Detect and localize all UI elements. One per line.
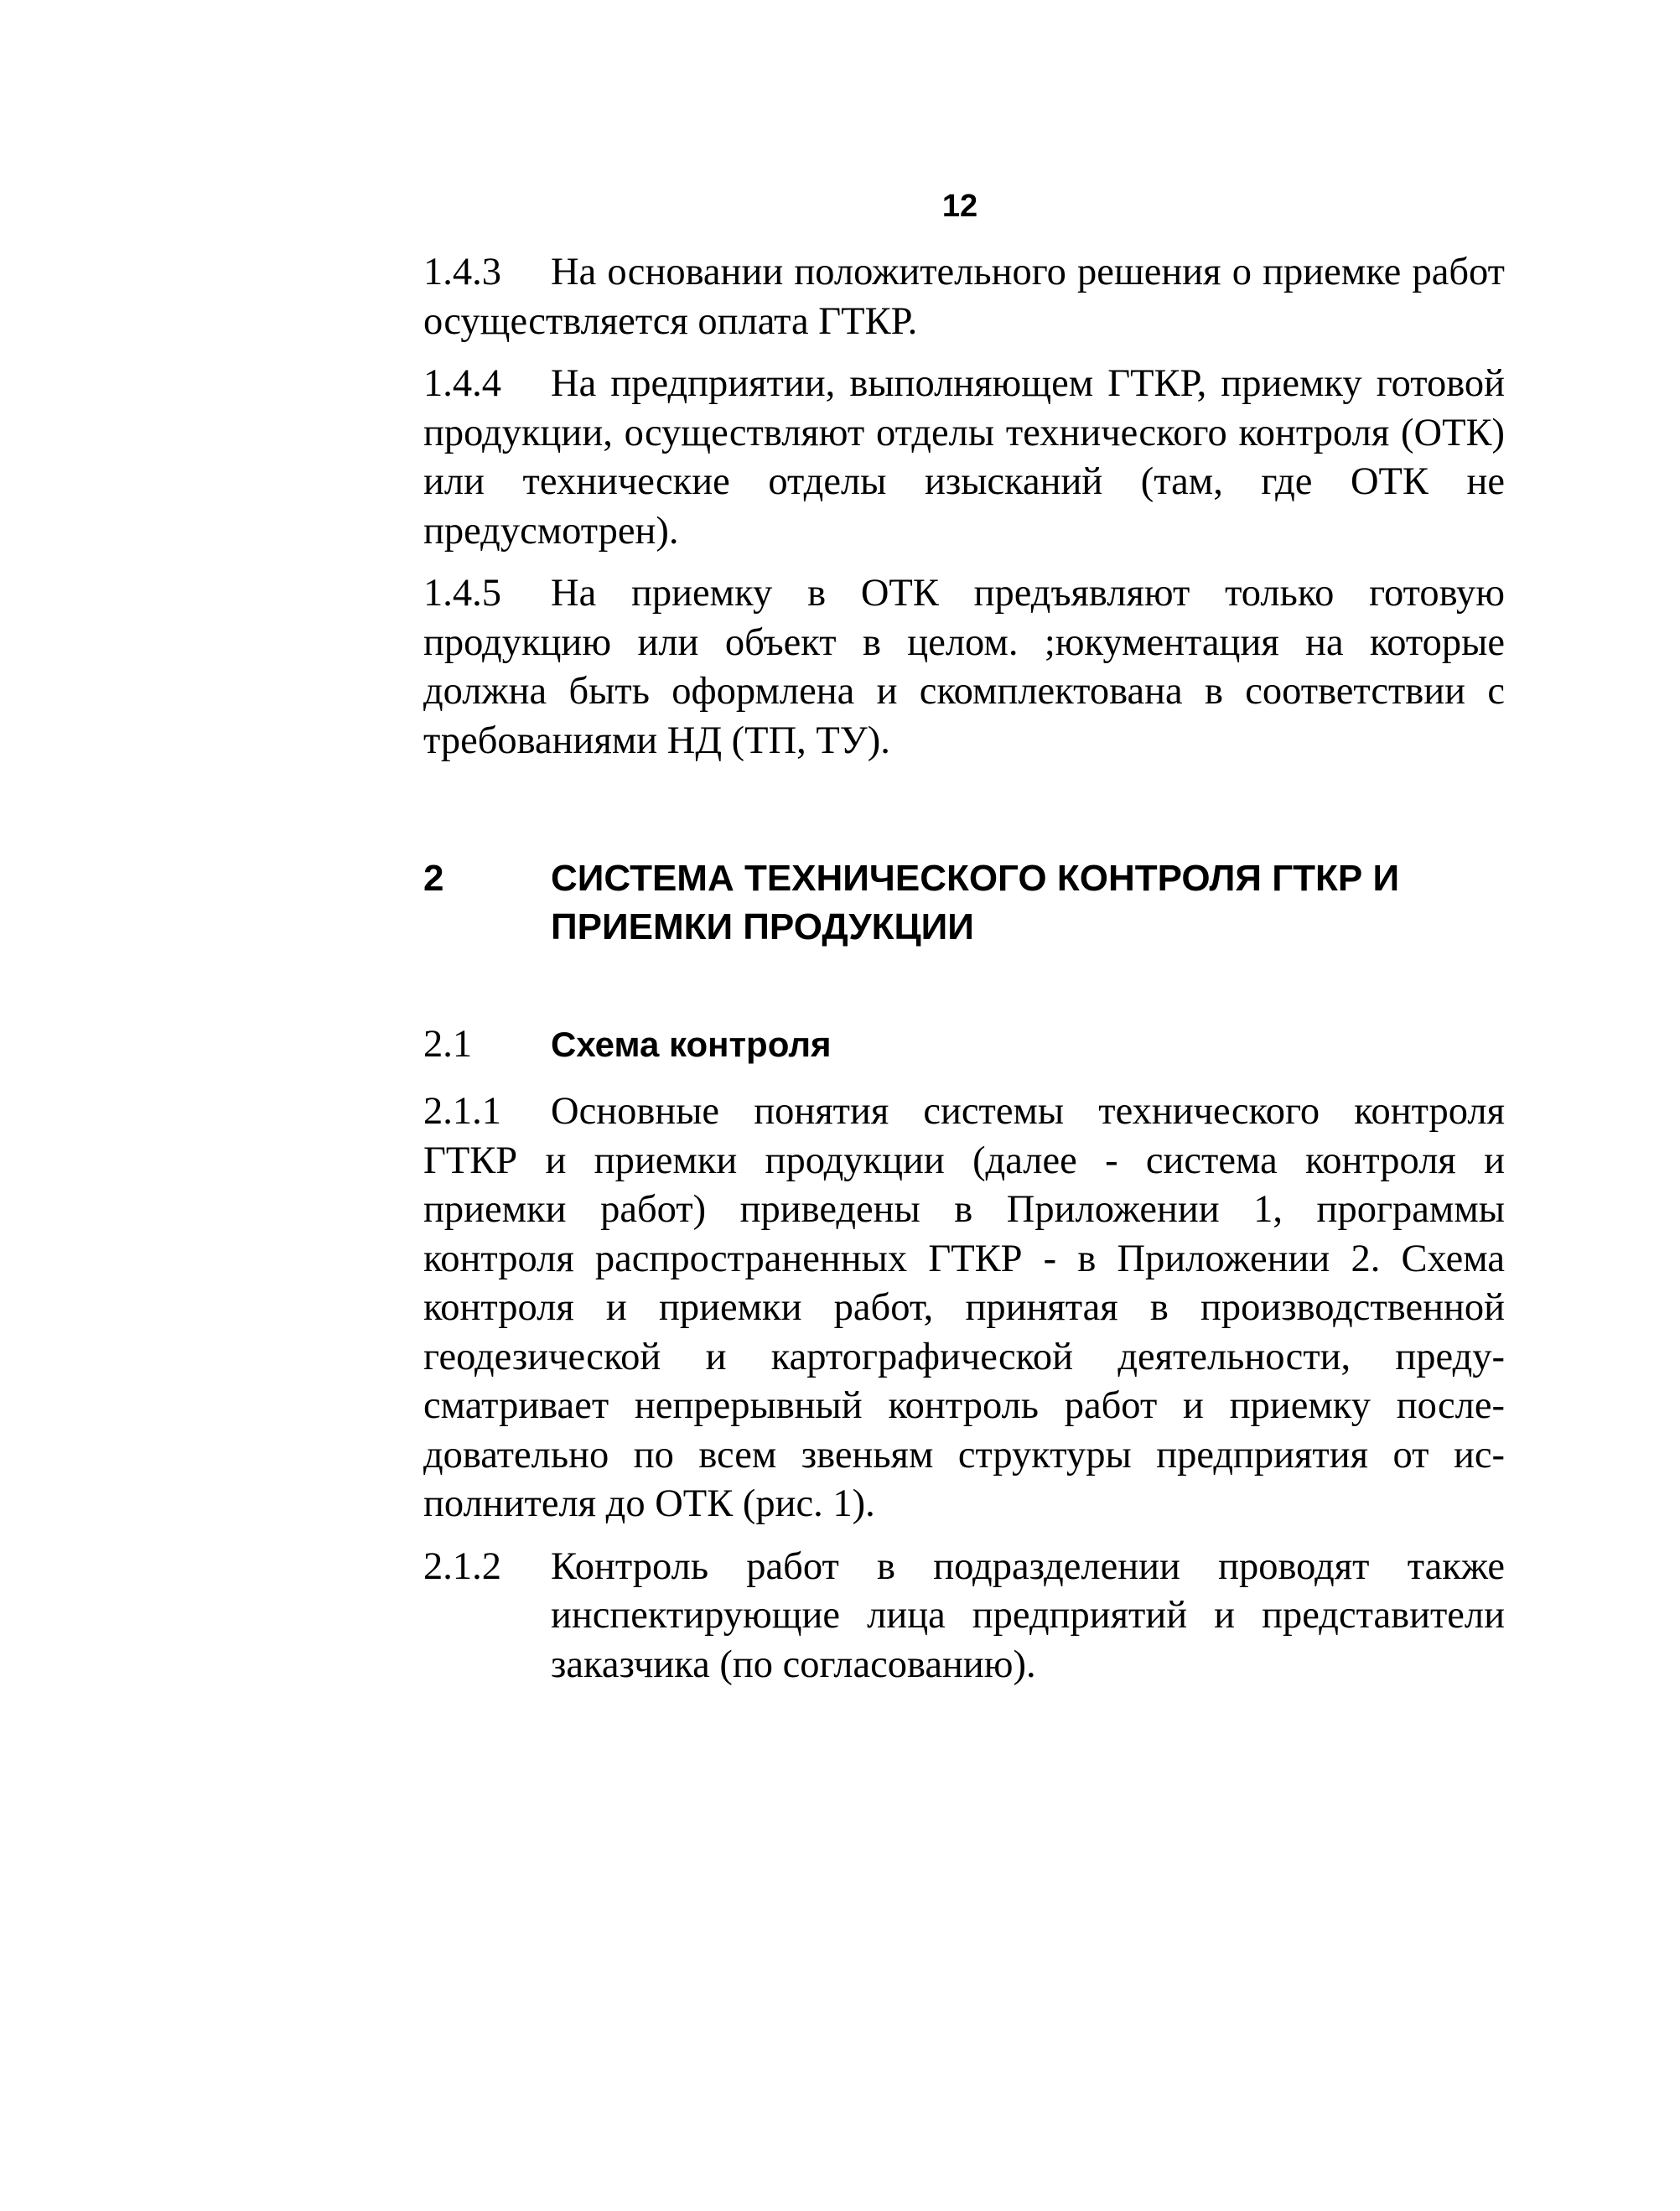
paragraph-text: Основные понятия системы технического контроля ГТКР и приемки продукции (далее - система контроля и приемки работ) приведены в Приложении 1, программы контроля распространенных ГТКР - в Приложении 2. Схема контроля и приемки работ, принятая в производственной геодезической и картографической деятельности, предусматривает непрерывный контроль работ и приемку последовательно по всем звеньям структуры предприятия от исполнителя до ОТК (рис. 1). [423,1090,1505,1525]
subsection-heading [423,1020,1505,1069]
section-number: 2 [423,858,444,899]
subsection-number: 2.1 [423,1023,473,1066]
paragraph-1-4-3 [423,248,1505,346]
paragraph-number: 1.4.4 [423,362,501,405]
paragraph-2-1-2 [423,1543,1505,1690]
section-heading [423,854,1505,952]
paragraph-number: 1.4.5 [423,572,501,615]
paragraph-number: 1.4.3 [423,251,501,293]
page-number: 12 [941,189,978,224]
paragraph-2-1-1 [423,1087,1505,1529]
subsection-title: Схема контроля [551,1025,832,1064]
paragraph-text: Контроль работ в подразделении проводят также инспектирующие лица предприятий и представители заказчика (по согласованию). [551,1544,1505,1686]
paragraph-1-4-5 [423,569,1505,766]
paragraph-text: На приемку в ОТК предъявляют только готовую продукцию или объект в целом. ;юкументация на которые должна быть оформлена и скомплектована в соответствии с требованиями НД (ТП, ТУ). [423,572,1505,762]
section-title: СИСТЕМА ТЕХНИЧЕСКОГО КОНТРОЛЯ ГТКР И ПРИЕМКИ ПРОДУКЦИИ [551,858,1400,947]
paragraph-number: 2.1.1 [423,1090,501,1133]
paragraph-1-4-4 [423,360,1505,556]
paragraph-text: На предприятии, выполняющем ГТКР, приемку готовой продукции, осуществляют отделы технического контроля (ОТК) или технические отделы изысканий (там, где ОТК не предусмотрен). [423,362,1505,553]
paragraph-text: На основании положительного решения о приемке работ осуществляется оплата ГТКР. [423,251,1505,343]
paragraph-number: 2.1.2 [423,1544,501,1588]
document-body [423,248,1505,1689]
